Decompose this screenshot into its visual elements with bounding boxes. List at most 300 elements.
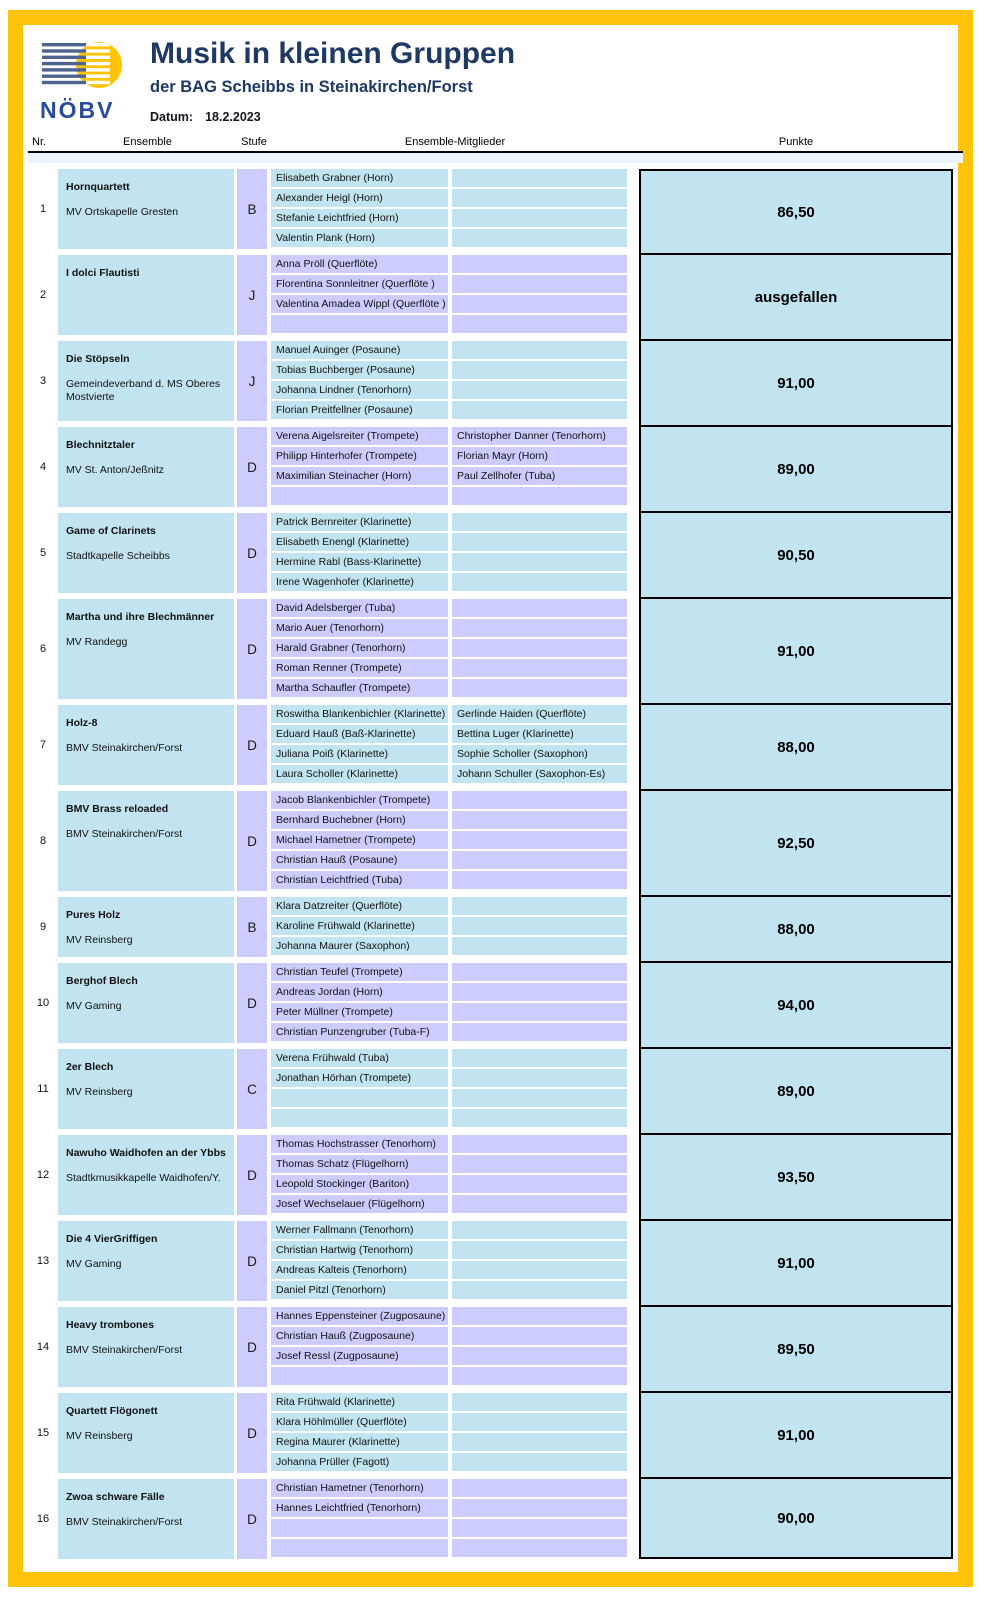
member-cell — [452, 831, 627, 849]
member-cell: Christian Teufel (Trompete) — [271, 963, 448, 981]
member-cell: Michael Hametner (Trompete) — [271, 831, 448, 849]
ensemble-cell — [58, 1049, 234, 1129]
row-number: 9 — [39, 921, 47, 933]
punkte-cell: 92,50 — [639, 791, 953, 897]
ensemble-row — [28, 705, 963, 785]
member-cell — [452, 1327, 627, 1345]
punkte-cell: 91,00 — [639, 1221, 953, 1307]
members-column — [271, 255, 448, 335]
punkte-cell: 91,00 — [639, 599, 953, 705]
members-column — [271, 169, 448, 249]
ensemble-cell — [58, 513, 234, 593]
member-cell — [452, 811, 627, 829]
member-cell — [452, 897, 627, 915]
ensemble-row — [28, 599, 963, 699]
ensemble-name: Heavy trombones — [66, 1319, 155, 1331]
ensemble-cell — [58, 1479, 234, 1559]
member-cell: Anna Pröll (Querflöte) — [271, 255, 448, 273]
member-cell: Karoline Frühwald (Klarinette) — [271, 917, 448, 935]
member-cell: Sophie Scholler (Saxophon) — [452, 745, 627, 763]
page-title: Musik in kleinen Gruppen — [150, 37, 516, 70]
member-cell: Florian Mayr (Horn) — [452, 447, 627, 465]
ensemble-organisation: MV Reinsberg — [66, 1430, 133, 1442]
ensemble-row — [28, 791, 963, 891]
member-cell — [452, 1307, 627, 1325]
member-cell: Thomas Hochstrasser (Tenorhorn) — [271, 1135, 448, 1153]
member-cell — [271, 487, 448, 505]
member-cell: Elisabeth Enengl (Klarinette) — [271, 533, 448, 551]
member-cell — [452, 599, 627, 617]
member-cell: Irene Wagenhofer (Klarinette) — [271, 573, 448, 591]
ensemble-row — [28, 963, 963, 1043]
punkte-cell: 94,00 — [639, 963, 953, 1049]
members-grid — [271, 255, 627, 335]
member-cell — [452, 1347, 627, 1365]
punkte-cell: ausgefallen — [639, 255, 953, 341]
logo-text: NÖBV — [40, 97, 115, 123]
members-grid — [271, 1307, 627, 1387]
member-cell — [452, 1367, 627, 1385]
member-cell — [271, 1109, 448, 1127]
member-cell: Christian Punzengruber (Tuba-F) — [271, 1023, 448, 1041]
stufe-cell: D — [237, 599, 267, 699]
ensemble-name: 2er Blech — [66, 1061, 114, 1073]
punkte-cell: 89,00 — [639, 427, 953, 513]
members-column — [271, 427, 448, 507]
member-cell — [452, 1089, 627, 1107]
members-grid — [271, 1135, 627, 1215]
member-cell — [452, 1479, 627, 1497]
stufe-cell: D — [237, 1307, 267, 1387]
member-cell: Peter Müllner (Trompete) — [271, 1003, 448, 1021]
member-cell: Christopher Danner (Tenorhorn) — [452, 427, 627, 445]
ensemble-organisation: MV Reinsberg — [66, 1086, 133, 1098]
ensemble-name: Martha und ihre Blechmänner — [66, 611, 215, 623]
members-column — [452, 963, 627, 1043]
row-number: 5 — [39, 547, 47, 559]
row-number: 12 — [36, 1169, 50, 1181]
members-column — [452, 1479, 627, 1559]
date-label: Datum: — [150, 110, 194, 124]
member-cell: Christian Leichtfried (Tuba) — [271, 871, 448, 889]
member-cell — [452, 963, 627, 981]
row-number: 13 — [36, 1255, 50, 1267]
members-column — [452, 599, 627, 699]
member-cell: Philipp Hinterhofer (Trompete) — [271, 447, 448, 465]
ensemble-name: Zwoa schware Fälle — [66, 1491, 165, 1503]
date-line — [150, 109, 958, 125]
stufe-cell: D — [237, 791, 267, 891]
member-cell — [452, 659, 627, 677]
page-frame — [8, 10, 973, 1587]
member-cell — [271, 1519, 448, 1537]
members-column — [452, 791, 627, 891]
member-cell — [452, 1453, 627, 1471]
member-cell — [452, 573, 627, 591]
members-column — [452, 341, 627, 421]
member-cell — [452, 1393, 627, 1411]
members-grid — [271, 897, 627, 957]
row-number: 6 — [39, 643, 47, 655]
member-cell — [452, 255, 627, 273]
member-cell: Manuel Auinger (Posaune) — [271, 341, 448, 359]
members-column — [452, 255, 627, 335]
punkte-cell: 88,00 — [639, 705, 953, 791]
ensemble-row — [28, 1393, 963, 1473]
punkte-cell: 89,00 — [639, 1049, 953, 1135]
ensemble-cell — [58, 255, 234, 335]
member-cell: Josef Ressl (Zugposaune) — [271, 1347, 448, 1365]
ensemble-name: Nawuho Waidhofen an der Ybbs — [66, 1147, 226, 1159]
member-cell: Klara Datzreiter (Querflöte) — [271, 897, 448, 915]
punkte-cell: 89,50 — [639, 1307, 953, 1393]
members-column — [271, 1307, 448, 1387]
member-cell: Daniel Pitzl (Tenorhorn) — [271, 1281, 448, 1299]
members-grid — [271, 427, 627, 507]
member-cell: Regina Maurer (Klarinette) — [271, 1433, 448, 1451]
ensemble-name: Quartett Flögonett — [66, 1405, 158, 1417]
header-substrip — [28, 153, 963, 163]
ensemble-cell — [58, 1135, 234, 1215]
members-column — [271, 513, 448, 593]
ensemble-organisation: BMV Steinakirchen/Forst — [66, 742, 183, 754]
member-cell: Johanna Prüller (Fagott) — [271, 1453, 448, 1471]
member-cell: Christian Hametner (Tenorhorn) — [271, 1479, 448, 1497]
ensemble-name: Hornquartett — [66, 181, 130, 193]
ensemble-name: Game of Clarinets — [66, 525, 156, 537]
member-cell: Klara Höhlmüller (Querflöte) — [271, 1413, 448, 1431]
member-cell: David Adelsberger (Tuba) — [271, 599, 448, 617]
column-header-nr: Nr. — [32, 136, 47, 148]
member-cell — [452, 401, 627, 419]
member-cell: Jonathan Hörhan (Trompete) — [271, 1069, 448, 1087]
member-cell: Roman Renner (Trompete) — [271, 659, 448, 677]
ensemble-cell — [58, 599, 234, 699]
member-cell: Rita Frühwald (Klarinette) — [271, 1393, 448, 1411]
member-cell — [452, 487, 627, 505]
members-column — [271, 1135, 448, 1215]
members-grid — [271, 1049, 627, 1129]
punkte-cell: 91,00 — [639, 1393, 953, 1479]
member-cell — [452, 983, 627, 1001]
stufe-cell: D — [237, 963, 267, 1043]
members-column — [271, 341, 448, 421]
ensemble-name: Blechnitztaler — [66, 439, 135, 451]
stufe-cell: D — [237, 1135, 267, 1215]
ensemble-row — [28, 169, 963, 249]
member-cell: Christian Hauß (Zugposaune) — [271, 1327, 448, 1345]
ensemble-row — [28, 341, 963, 421]
members-grid — [271, 705, 627, 785]
members-column — [271, 791, 448, 891]
column-header-row — [28, 135, 958, 149]
member-cell — [452, 1155, 627, 1173]
members-column — [271, 1049, 448, 1129]
member-cell — [452, 1433, 627, 1451]
member-cell — [452, 1413, 627, 1431]
member-cell: Hannes Leichtfried (Tenorhorn) — [271, 1499, 448, 1517]
members-grid — [271, 169, 627, 249]
ensemble-name: Berghof Blech — [66, 975, 138, 987]
member-cell: Leopold Stockinger (Bariton) — [271, 1175, 448, 1193]
stufe-cell: D — [237, 513, 267, 593]
member-cell — [452, 791, 627, 809]
ensemble-cell — [58, 427, 234, 507]
punkte-cell: 93,50 — [639, 1135, 953, 1221]
member-cell — [271, 1539, 448, 1557]
punkte-cell: 90,00 — [639, 1479, 953, 1559]
members-grid — [271, 341, 627, 421]
member-cell — [452, 851, 627, 869]
ensemble-name: Die 4 VierGriffigen — [66, 1233, 158, 1245]
ensemble-row — [28, 255, 963, 335]
ensemble-cell — [58, 897, 234, 957]
ensemble-organisation: BMV Steinakirchen/Forst — [66, 1344, 183, 1356]
member-cell: Florian Preitfellner (Posaune) — [271, 401, 448, 419]
member-cell — [452, 1135, 627, 1153]
member-cell — [452, 513, 627, 531]
member-cell: Eduard Hauß (Baß-Klarinette) — [271, 725, 448, 743]
member-cell: Verena Aigelsreiter (Trompete) — [271, 427, 448, 445]
members-grid — [271, 599, 627, 699]
ensemble-organisation: Stadtkmusikkapelle Waidhofen/Y. — [66, 1172, 221, 1184]
member-cell: Andreas Jordan (Horn) — [271, 983, 448, 1001]
member-cell — [452, 1175, 627, 1193]
ensemble-row — [28, 1135, 963, 1215]
members-column — [271, 963, 448, 1043]
member-cell — [452, 553, 627, 571]
row-number: 11 — [37, 1083, 49, 1095]
punkte-cell: 91,00 — [639, 341, 953, 427]
stufe-cell: D — [237, 1393, 267, 1473]
member-cell — [452, 1049, 627, 1067]
ensemble-cell — [58, 169, 234, 249]
member-cell: Laura Scholler (Klarinette) — [271, 765, 448, 783]
ensemble-organisation: Gemeindeverband d. MS Oberes Mostvierte — [66, 378, 221, 403]
member-cell: Valentina Amadea Wippl (Querflöte ) — [271, 295, 448, 313]
members-column — [452, 427, 627, 507]
member-cell — [452, 679, 627, 697]
members-column — [452, 1049, 627, 1129]
ensemble-organisation: BMV Steinakirchen/Forst — [66, 1516, 183, 1528]
member-cell — [452, 1519, 627, 1537]
ensemble-name: BMV Brass reloaded — [66, 803, 169, 815]
member-cell: Gerlinde Haiden (Querflöte) — [452, 705, 627, 723]
member-cell: Martha Schaufler (Trompete) — [271, 679, 448, 697]
members-column — [271, 705, 448, 785]
members-column — [452, 169, 627, 249]
member-cell: Hermine Rabl (Bass-Klarinette) — [271, 553, 448, 571]
row-number: 1 — [39, 203, 47, 215]
member-cell: Thomas Schatz (Flügelhorn) — [271, 1155, 448, 1173]
row-number: 7 — [39, 739, 47, 751]
ensemble-organisation: MV Randegg — [66, 636, 128, 648]
member-cell: Valentin Plank (Horn) — [271, 229, 448, 247]
member-cell: Bettina Luger (Klarinette) — [452, 725, 627, 743]
date-value: 18.2.2023 — [205, 110, 261, 124]
punkte-cell: 90,50 — [639, 513, 953, 599]
members-grid — [271, 1479, 627, 1559]
member-cell: Maximilian Steinacher (Horn) — [271, 467, 448, 485]
ensemble-organisation: MV Gaming — [66, 1258, 122, 1270]
row-number: 14 — [36, 1341, 50, 1353]
punkte-cell: 88,00 — [639, 897, 953, 963]
column-header-stufe: Stufe — [241, 136, 267, 148]
row-number: 10 — [36, 997, 50, 1009]
row-number: 4 — [39, 461, 47, 473]
row-number: 3 — [39, 375, 47, 387]
member-cell — [452, 1195, 627, 1213]
ensemble-row — [28, 1479, 963, 1559]
stufe-cell: D — [237, 705, 267, 785]
ensemble-name: Pures Holz — [66, 909, 121, 921]
member-cell: Werner Fallmann (Tenorhorn) — [271, 1221, 448, 1239]
ensemble-name: Holz-8 — [66, 717, 98, 729]
member-cell — [452, 937, 627, 955]
member-cell: Christian Hauß (Posaune) — [271, 851, 448, 869]
members-column — [452, 1393, 627, 1473]
stufe-cell: B — [237, 169, 267, 249]
ensemble-row — [28, 513, 963, 593]
member-cell: Bernhard Buchebner (Horn) — [271, 811, 448, 829]
member-cell — [452, 917, 627, 935]
members-column — [271, 1479, 448, 1559]
member-cell — [452, 1499, 627, 1517]
member-cell — [452, 619, 627, 637]
ensemble-organisation: MV Gaming — [66, 1000, 122, 1012]
page-header — [28, 37, 958, 125]
member-cell: Johanna Lindner (Tenorhorn) — [271, 381, 448, 399]
ensemble-cell — [58, 791, 234, 891]
member-cell: Harald Grabner (Tenorhorn) — [271, 639, 448, 657]
ensemble-row — [28, 1307, 963, 1387]
member-cell — [452, 381, 627, 399]
members-column — [271, 599, 448, 699]
member-cell — [452, 295, 627, 313]
member-cell: Johanna Maurer (Saxophon) — [271, 937, 448, 955]
ensemble-organisation: MV Ortskapelle Gresten — [66, 206, 179, 218]
ensemble-row — [28, 897, 963, 957]
ensemble-row — [28, 1049, 963, 1129]
member-cell: Verena Frühwald (Tuba) — [271, 1049, 448, 1067]
ensemble-cell — [58, 1307, 234, 1387]
ensemble-name: Die Stöpseln — [66, 353, 130, 365]
ensemble-cell — [58, 705, 234, 785]
results-table — [28, 169, 963, 1559]
ensemble-organisation: MV Reinsberg — [66, 934, 133, 946]
member-cell — [452, 1539, 627, 1557]
members-column — [452, 897, 627, 957]
stufe-cell: D — [237, 1479, 267, 1559]
member-cell: Jacob Blankenbichler (Trompete) — [271, 791, 448, 809]
page-subtitle: der BAG Scheibbs in Steinakirchen/Forst — [150, 78, 473, 96]
ensemble-organisation: MV St. Anton/Jeßnitz — [66, 464, 165, 476]
ensemble-cell — [58, 963, 234, 1043]
member-cell: Stefanie Leichtfried (Horn) — [271, 209, 448, 227]
page-content — [23, 25, 958, 1559]
column-header-ensemble: Ensemble — [123, 136, 172, 148]
member-cell: Roswitha Blankenbichler (Klarinette) — [271, 705, 448, 723]
ensemble-row — [28, 1221, 963, 1301]
ensemble-cell — [58, 1221, 234, 1301]
ensemble-name: I dolci Flautisti — [66, 267, 140, 279]
member-cell — [452, 1003, 627, 1021]
member-cell: Mario Auer (Tenorhorn) — [271, 619, 448, 637]
members-grid — [271, 1393, 627, 1473]
ensemble-row — [28, 427, 963, 507]
member-cell — [271, 1089, 448, 1107]
members-column — [271, 897, 448, 957]
member-cell — [271, 315, 448, 333]
stufe-cell: D — [237, 1221, 267, 1301]
members-column — [452, 1135, 627, 1215]
member-cell: Florentina Sonnleitner (Querflöte ) — [271, 275, 448, 293]
member-cell — [452, 275, 627, 293]
member-cell — [452, 1261, 627, 1279]
member-cell — [452, 1241, 627, 1259]
member-cell: Andreas Kalteis (Tenorhorn) — [271, 1261, 448, 1279]
ensemble-cell — [58, 341, 234, 421]
member-cell: Patrick Bernreiter (Klarinette) — [271, 513, 448, 531]
member-cell: Hannes Eppensteiner (Zugposaune) — [271, 1307, 448, 1325]
stufe-cell: D — [237, 427, 267, 507]
member-cell: Tobias Buchberger (Posaune) — [271, 361, 448, 379]
member-cell: Johann Schuller (Saxophon-Es) — [452, 765, 627, 783]
member-cell: Alexander Heigl (Horn) — [271, 189, 448, 207]
member-cell — [452, 1221, 627, 1239]
column-header-punkte: Punkte — [778, 136, 814, 148]
stufe-cell: C — [237, 1049, 267, 1129]
row-number: 8 — [39, 835, 47, 847]
member-cell — [452, 229, 627, 247]
members-column — [271, 1393, 448, 1473]
row-number: 15 — [36, 1427, 50, 1439]
member-cell — [452, 315, 627, 333]
member-cell — [452, 1023, 627, 1041]
members-column — [271, 1221, 448, 1301]
noebv-logo — [34, 41, 134, 124]
member-cell — [452, 361, 627, 379]
ensemble-organisation: Stadtkapelle Scheibbs — [66, 550, 170, 562]
member-cell — [452, 1281, 627, 1299]
member-cell — [452, 639, 627, 657]
member-cell: Christian Hartwig (Tenorhorn) — [271, 1241, 448, 1259]
member-cell: Elisabeth Grabner (Horn) — [271, 169, 448, 187]
member-cell — [452, 341, 627, 359]
ensemble-organisation: BMV Steinakirchen/Forst — [66, 828, 183, 840]
members-grid — [271, 791, 627, 891]
title-block — [150, 37, 958, 125]
members-grid — [271, 1221, 627, 1301]
member-cell — [452, 209, 627, 227]
member-cell — [452, 871, 627, 889]
row-number: 16 — [36, 1513, 50, 1525]
member-cell — [452, 533, 627, 551]
members-column — [452, 1221, 627, 1301]
member-cell — [271, 1367, 448, 1385]
punkte-cell: 86,50 — [639, 169, 953, 255]
stufe-cell: B — [237, 897, 267, 957]
members-column — [452, 1307, 627, 1387]
members-column — [452, 705, 627, 785]
row-number: 2 — [39, 289, 47, 301]
member-cell: Paul Zellhofer (Tuba) — [452, 467, 627, 485]
stufe-cell: J — [237, 341, 267, 421]
member-cell: Juliana Poiß (Klarinette) — [271, 745, 448, 763]
members-grid — [271, 963, 627, 1043]
member-cell — [452, 1109, 627, 1127]
member-cell — [452, 169, 627, 187]
